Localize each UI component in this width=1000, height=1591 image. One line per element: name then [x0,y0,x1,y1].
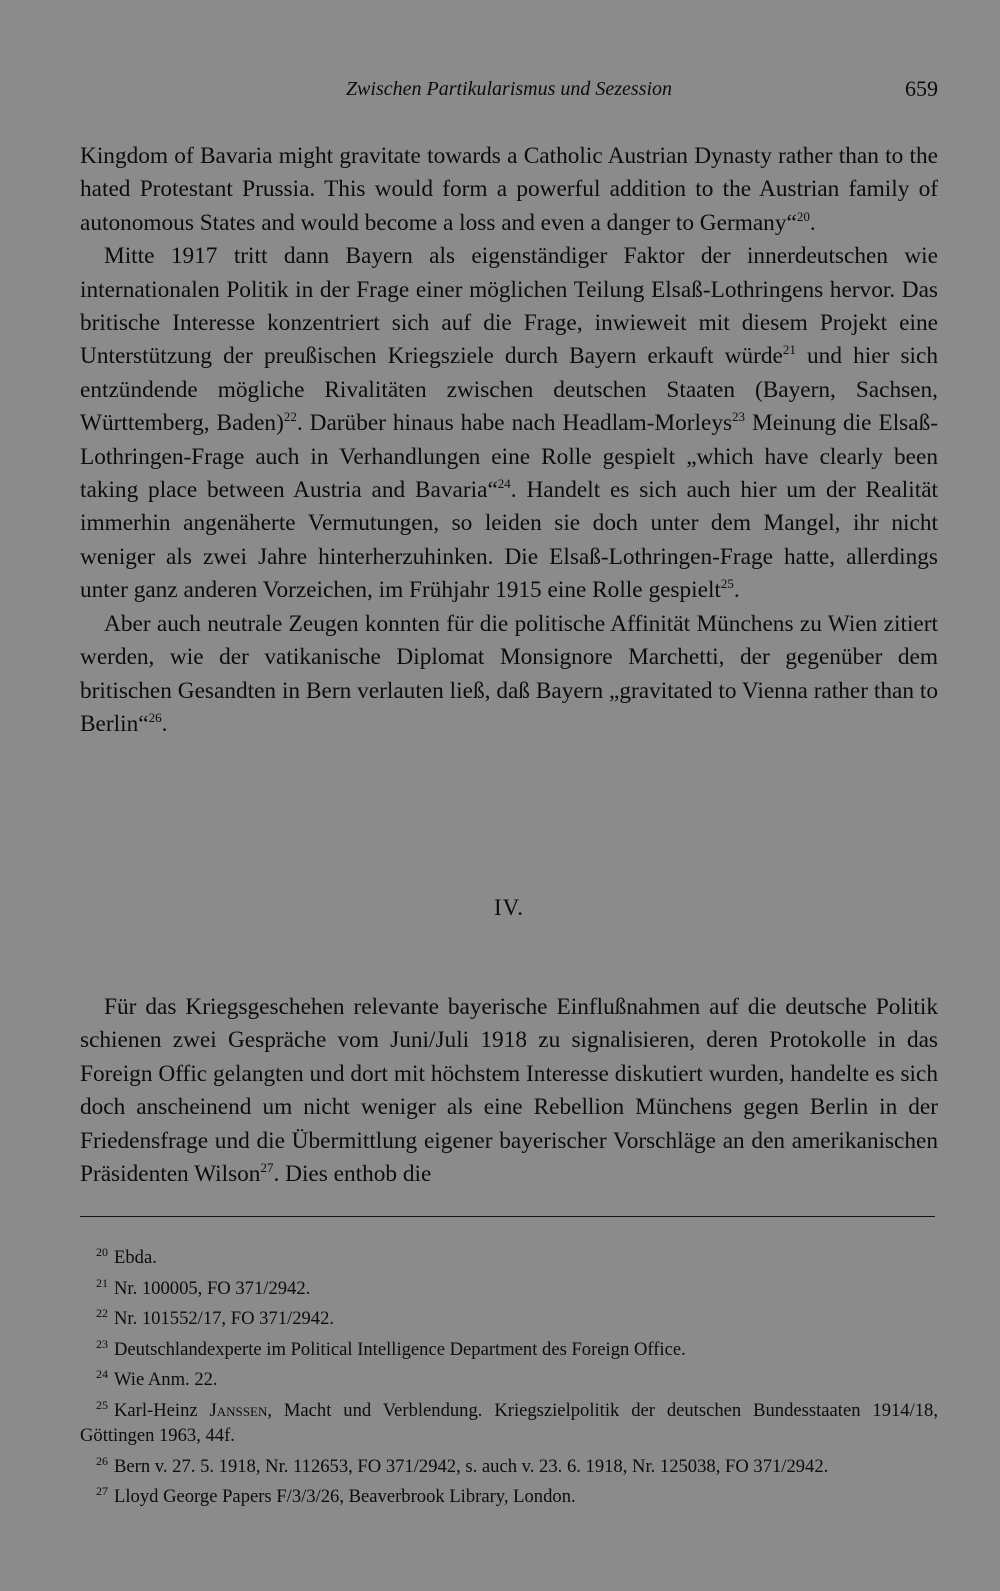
footnote [80,1240,938,1271]
paragraph-text: Aber auch neutrale Zeugen konnten für die politische Affinität Münchens zu Wien zitiert werden, wie der vatikanische Diplomat Monsignore Marchetti, der gegenüber dem britischen Gesandten in Bern verlauten ließ, daß Bayern „gravitated to Vienna rather than to Berlin“ [80,610,938,737]
footnote-text: Ebda. [114,1247,157,1268]
main-text [80,140,938,741]
footnote-mark: 24 [96,1367,108,1381]
footnote-text: Karl-Heinz [114,1399,210,1421]
section-heading: IV. [493,895,525,920]
paragraph-continued [80,140,938,240]
footnote-divider [80,1216,935,1217]
paragraph-text: . Dies enthob die [273,1161,432,1188]
footnote-mark: 25 [96,1397,108,1412]
footnote-ref: 23 [732,409,746,425]
footnote [80,1271,938,1302]
paragraph [80,991,938,1191]
footnote-text: Deutschlandexperte im Political Intelligence Department des Foreign Office. [114,1338,686,1360]
footnote-mark: 21 [96,1275,108,1290]
footnote-ref: 22 [283,409,297,425]
footnotes [80,1240,938,1510]
paragraph [80,240,938,607]
footnote [80,1449,938,1480]
footnote-text: Lloyd George Papers F/3/3/26, Beaverbrook Library, London. [114,1486,576,1507]
paragraph-text: . Handelt es sich auch hier um der Realität immerhin angenäherte Vermutungen, so leiden sie doch unter dem Mangel, ihr nicht weniger als zwei Jahre hinterherzuhinken. Die Elsaß-Lothringen-Frage hatte, allerdings unter ganz anderen Vorzeichen, im Frühjahr 1915 eine Rolle gespielt [80,477,939,604]
running-title: Zwischen Partikularismus und Sezession [345,78,673,100]
paragraph [80,608,938,742]
footnote-text: Bern v. 27. 5. 1918, Nr. 112653, FO 371/2942, s. auch v. 23. 6. 1918, Nr. 125038, FO 371/2942. [114,1455,829,1477]
footnote-ref: 25 [720,576,734,592]
footnote-ref: 24 [497,476,511,492]
paragraph-text: . Darüber hinaus habe nach Headlam-Morleys [296,410,733,437]
footnote-mark: 27 [96,1484,108,1498]
footnote-mark: 22 [96,1306,108,1320]
footnote-text: Wie Anm. 22. [114,1369,218,1390]
paragraph-text: Für das Kriegsgeschehen relevante bayerische Einflußnahmen auf die deutsche Politik schienen zwei Gespräche vom Juni/Juli 1918 zu signalisieren, deren Protokolle in das Foreign Offic gelangten und dort mit höchstem Interesse diskutiert wurden, handelte es sich doch anscheinend um nicht weniger als eine Rebellion Münchens gegen Berlin in der Friedensfrage und die Übermittlung eigener bayerischer Vorschläge an den amerikanischen Präsidenten Wilson [80,994,938,1188]
main-text-section-iv [80,991,938,1191]
paragraph-text: Kingdom of Bavaria might gravitate towards a Catholic Austrian Dynasty rather than to the hated Protestant Prussia. This would form a powerful addition to the Austrian family of autonomous States and would become a loss and even a danger to Germany“ [80,143,938,236]
footnote [80,1332,938,1363]
footnote [80,1362,938,1393]
paragraph-text: . [809,209,816,236]
author-name: Janssen [209,1399,268,1421]
paragraph-text: und hier sich entzündende mögliche Rivalitäten zwischen deutschen Staaten (Bayern, Sachsen, Württemberg, Baden) [80,343,938,437]
footnote-text: , Macht und Verblendung. Kriegszielpolitik der deutschen Bundesstaaten 1914/18, Göttingen 1963, 44f. [80,1399,938,1446]
footnote-ref: 27 [260,1160,274,1176]
footnote [80,1393,938,1449]
paragraph-text: . [733,577,740,604]
paragraph-text: . [161,710,168,737]
footnote [80,1479,938,1510]
paragraph-text: Mitte 1917 tritt dann Bayern als eigenständiger Faktor der innerdeutschen wie internationalen Politik in der Frage einer möglichen Teilung Elsaß-Lothringens hervor. Das britische Interesse konzentriert sich auf die Frage, inwieweit mit diesem Projekt eine Unterstützung der preußischen Kriegsziele durch Bayern erkauft würde [80,243,938,370]
paragraph-text: Meinung die Elsaß-Lothringen-Frage auch in Verhandlungen eine Rolle gespielt „which have clearly been taking place between Austria and Bavaria“ [80,410,938,504]
footnote-ref: 26 [148,709,162,725]
page-number: 659 [905,76,938,101]
footnote-mark: 20 [96,1245,108,1259]
footnote-text: Nr. 100005, FO 371/2942. [114,1277,311,1299]
footnote-ref: 21 [782,342,796,358]
running-head [80,74,938,110]
footnote-ref: 20 [796,208,810,224]
footnote-text: Nr. 101552/17, FO 371/2942. [114,1308,335,1329]
footnote-mark: 26 [96,1453,108,1468]
footnote-mark: 23 [96,1336,108,1351]
footnote [80,1301,938,1332]
